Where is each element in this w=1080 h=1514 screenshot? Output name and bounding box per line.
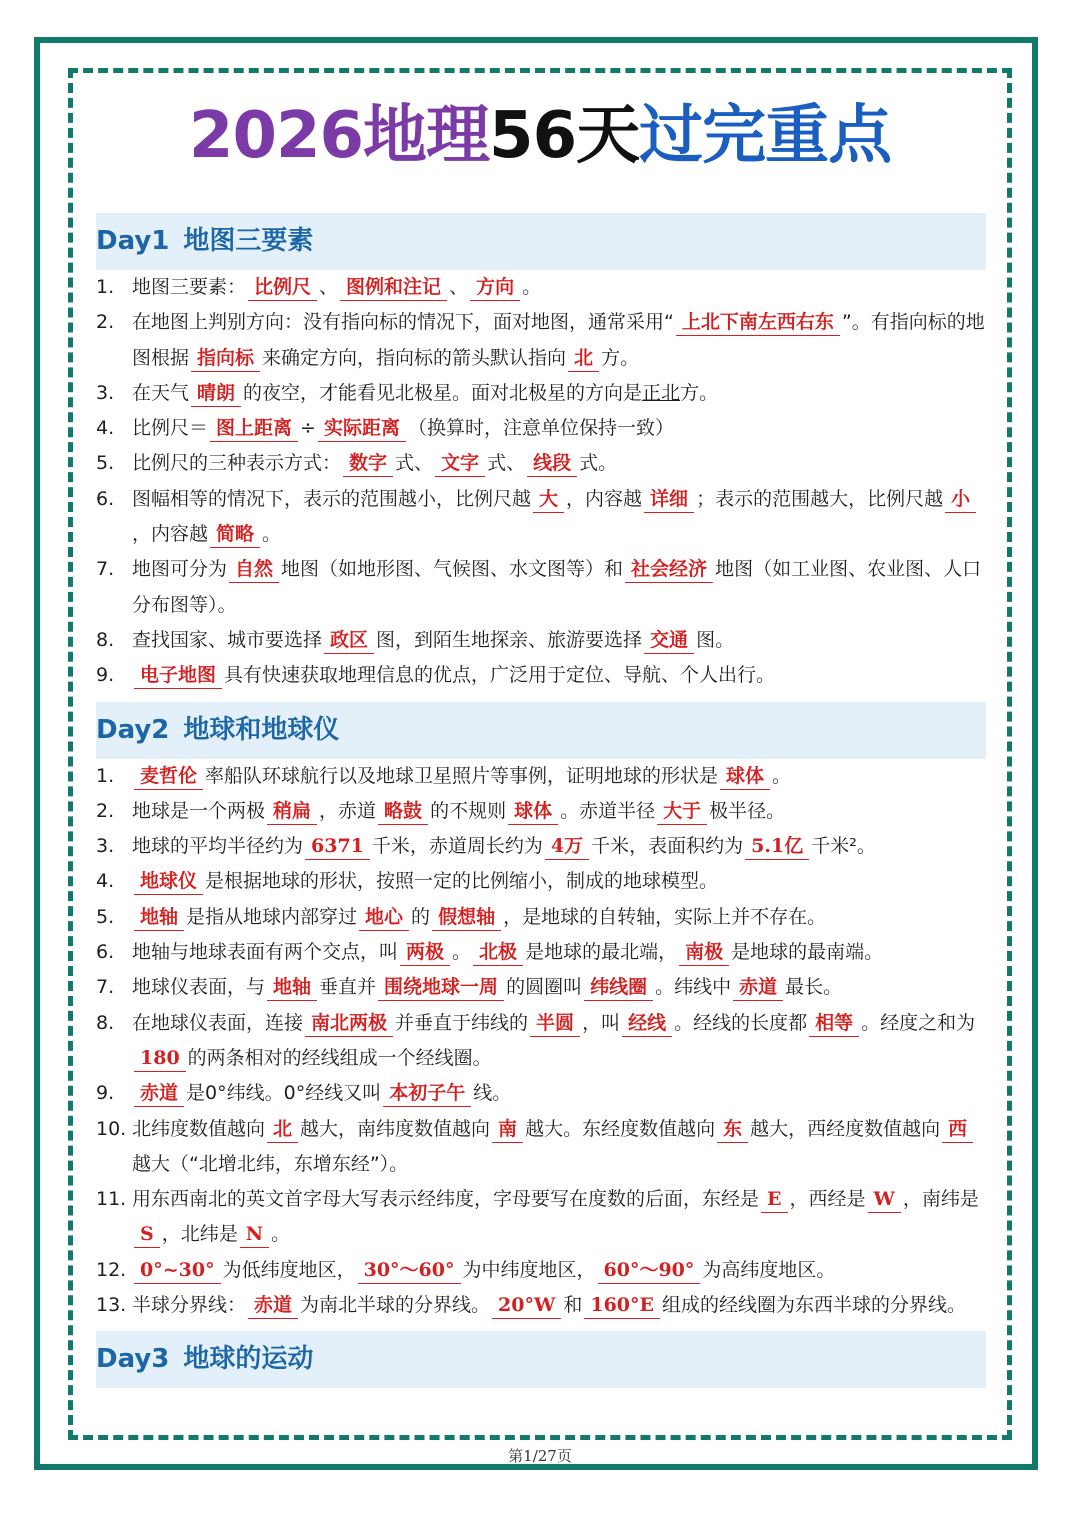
item-number: 2. [96,311,115,334]
fill-in-answer: 6371 [305,833,370,860]
item-text: 。 [522,276,542,298]
item-text: 为低纬度地区， [222,1258,356,1281]
item-number: 3. [96,381,115,404]
item-number: 8. [96,628,115,651]
item-text: ，北纬是 [161,1223,238,1246]
fill-in-answer: 160°E [584,1292,660,1319]
list-item [96,1112,986,1183]
list-item [96,1182,986,1253]
item-text: 是根据地球的形状，按照一定的比例缩小，制成的地球模型。 [205,870,719,893]
fill-in-answer: 纬线圈 [584,974,653,1001]
fill-in-answer: 西 [942,1116,973,1143]
item-number: 11. [96,1188,127,1211]
item-text: 越大，南纬度数值越向 [300,1117,491,1140]
fill-in-answer: 围绕地球一周 [378,974,504,1001]
item-text: 千米，赤道周长约为 [371,835,543,858]
item-text: 。 [262,523,282,546]
item-text: 具有快速获取地理信息的优点，广泛用于定位、导航、个人出行。 [224,664,776,687]
item-text: 。 [271,1223,291,1246]
item-text: 的夜空，才能看见北极星。面对北极星的方向是 [243,381,643,404]
day1-heading [96,213,986,270]
day1-title: 地图三要素 [183,226,314,256]
list-item [96,658,986,693]
item-number: 9. [96,664,115,687]
item-text: ”。有指向标的地图根据 [132,311,985,369]
list-item [96,1076,986,1111]
fill-in-answer: 自然 [229,556,279,583]
item-text: （换算时，注意单位保持一致） [407,417,674,440]
list-item [96,270,986,305]
item-number: 1. [96,764,115,787]
list-item [96,482,986,553]
fill-in-answer: 晴朗 [191,380,241,407]
fill-in-answer: N [240,1221,269,1248]
day2-label: Day2 [96,714,170,745]
item-text: ，是地球的自转轴，实际上并不存在。 [503,905,827,928]
fill-in-answer: 球体 [720,763,770,790]
item-text: ，叫 [582,1011,621,1034]
item-number: 7. [96,976,115,999]
item-text: 方。 [601,346,640,369]
item-number: 12. [96,1258,127,1281]
item-number: 2. [96,799,115,822]
item-number: 9. [96,1082,115,1105]
fill-in-answer: 赤道 [248,1292,298,1319]
item-text: 越大。东经度数值越向 [525,1117,716,1140]
fill-in-answer: 比例尺 [248,274,317,301]
fill-in-answer: 简略 [210,521,260,548]
item-text: 垂直并 [319,976,377,999]
fill-in-answer: 60°～90° [598,1257,701,1284]
day1-label: Day1 [96,226,170,256]
fill-in-answer: 0°~30° [134,1257,221,1284]
item-text: 方。 [680,381,719,404]
item-text: 、 [449,276,469,298]
list-item [96,1006,986,1077]
item-text: 最长。 [785,976,843,999]
item-text: 在地球仪表面，连接 [132,1011,304,1034]
list-item [96,376,986,411]
item-text: 地球仪表面，与 [132,976,266,999]
list-item [96,1288,986,1323]
item-text: 的不规则 [430,799,507,822]
item-number: 4. [96,870,115,893]
item-text: 越大，西经度数值越向 [750,1117,941,1140]
item-text: 是地球的最南端。 [731,941,884,964]
item-text: ，西经是 [789,1188,866,1211]
fill-in-answer: 小 [945,486,976,513]
list-item [96,1253,986,1288]
fill-in-answer: 地轴 [267,974,317,1001]
list-item [96,552,986,623]
item-text: 用东西南北的英文首字母大写表示经纬度，字母要写在度数的后面，东经是 [132,1188,760,1211]
item-text: 图幅相等的情况下，表示的范围越小，比例尺越 [132,487,532,510]
list-item [96,411,986,446]
day3-title: 地球的运动 [183,1344,314,1375]
fill-in-answer: 5.1亿 [745,833,809,860]
list-item [96,623,986,658]
fill-in-answer: 稍扁 [267,798,317,825]
page-number: 第1/27页 [508,1447,572,1465]
item-number: 10. [96,1117,127,1140]
day2-title: 地球和地球仪 [183,714,340,745]
item-number: 6. [96,941,115,964]
item-text: 地轴与地球表面有两个交点，叫 [132,941,399,964]
fill-in-answer: 交通 [644,627,694,654]
item-text: 千米²。 [811,835,876,858]
item-text: 。 [772,764,792,787]
list-item [96,864,986,899]
fill-in-answer: 南北两极 [305,1010,393,1037]
fill-in-answer: 经线 [622,1010,672,1037]
item-number: 3. [96,835,115,858]
item-text: 的圆圈叫 [506,976,583,999]
item-text: 来确定方向，指向标的箭头默认指向 [262,346,567,369]
fill-in-answer: 北极 [473,939,523,966]
fill-in-answer: 南 [492,1116,523,1143]
fill-in-answer: 东 [717,1116,748,1143]
fill-in-answer: 详细 [644,486,694,513]
item-number: 7. [96,558,115,581]
fill-in-answer: 赤道 [134,1080,184,1107]
item-text: 线。 [473,1082,512,1105]
list-item [96,305,986,376]
fill-in-answer: 地球仪 [134,868,203,895]
fill-in-answer: 社会经济 [625,556,713,583]
day1-list [96,270,986,694]
fill-in-answer: 南极 [679,939,729,966]
item-text: 率船队环球航行以及地球卫星照片等事例，证明地球的形状是 [205,764,719,787]
item-text: 是指从地球内部穿过 [186,905,358,928]
fill-in-answer: 北 [267,1116,298,1143]
item-text: 在天气 [132,381,190,404]
item-text: 比例尺的三种表示方式： [132,452,342,475]
list-item [96,794,986,829]
item-text: 是0°纬线。0°经线又叫 [186,1082,382,1105]
item-text: 和 [563,1294,583,1317]
item-text: 。 [452,941,472,964]
item-text: 式、 [487,452,526,475]
day2-heading [96,702,986,759]
day2-list [96,759,986,1324]
fill-in-answer: 球体 [508,798,558,825]
item-text: 组成的经线圈为东西半球的分界线。 [662,1294,967,1317]
fill-in-answer: 图例和注记 [340,274,447,301]
item-number: 13. [96,1294,127,1317]
fill-in-answer: 线段 [527,450,577,477]
fill-in-answer: 30°～60° [358,1257,461,1284]
item-text: 。经线的长度都 [674,1011,808,1034]
item-text: 在地图上判别方向：没有指向标的情况下，面对地图，通常采用“ [132,311,674,334]
item-text: 地球的平均半径约为 [132,835,304,858]
fill-in-answer: 大于 [657,798,707,825]
item-number: 4. [96,417,115,440]
item-text: 北纬度数值越向 [132,1117,266,1140]
item-text: 的 [411,905,431,928]
fill-in-answer: 假想轴 [432,904,501,931]
item-text: ，赤道 [319,799,377,822]
item-text: 极半径。 [709,799,786,822]
fill-in-answer: 4万 [545,833,589,860]
item-text: 查找国家、城市要选择 [132,628,323,651]
page-title [0,96,1080,176]
item-text: 地图（如地形图、气候图、水文图等）和 [281,558,624,581]
fill-in-answer: 大 [533,486,564,513]
item-text: ；表示的范围越大，比例尺越 [696,487,944,510]
item-text: 。赤道半径 [560,799,656,822]
fill-in-answer: 电子地图 [134,662,222,689]
fill-in-answer: 图上距离 [210,415,298,442]
item-text: 为高纬度地区。 [702,1258,836,1281]
item-text: ÷ [300,417,316,440]
fill-in-answer: 地轴 [134,904,184,931]
list-item [96,970,986,1005]
item-text: 越大（“北增北纬，东增东经”）。 [132,1152,409,1175]
fill-in-answer: 相等 [809,1010,859,1037]
title-part-2: 56天 [489,99,640,173]
fill-in-answer: 半圆 [530,1010,580,1037]
title-part-1: 2026地理 [188,99,490,173]
content-area [96,213,986,1388]
item-text: 的两条相对的经线组成一个经线圈。 [187,1046,492,1069]
fill-in-answer: W [868,1186,901,1213]
item-text: 比例尺＝ [132,417,209,440]
fill-in-answer: 实际距离 [318,415,406,442]
item-text: 式、 [395,452,434,475]
item-number: 6. [96,487,115,510]
underlined-answer: 正北 [642,381,681,404]
item-text: 半球分界线： [132,1294,247,1317]
fill-in-answer: E [761,1186,787,1213]
item-text: 地球是一个两极 [132,799,266,822]
fill-in-answer: 本初子午 [383,1080,471,1107]
fill-in-answer: 文字 [435,450,485,477]
fill-in-answer: 北 [568,345,599,372]
list-item [96,900,986,935]
fill-in-answer: 略鼓 [378,798,428,825]
fill-in-answer: 方向 [470,274,520,301]
fill-in-answer: S [134,1221,160,1248]
list-item [96,446,986,481]
item-text: ，内容越 [566,487,643,510]
day3-label: Day3 [96,1344,170,1375]
fill-in-answer: 赤道 [733,974,783,1001]
item-number: 5. [96,905,115,928]
list-item [96,829,986,864]
fill-in-answer: 指向标 [191,345,260,372]
item-text: 地图三要素： [132,276,247,298]
list-item [96,935,986,970]
item-text: 。纬线中 [655,976,732,999]
item-number: 1. [96,276,115,298]
fill-in-answer: 上北下南左西右东 [676,309,840,336]
list-item [96,759,986,794]
fill-in-answer: 数字 [343,450,393,477]
item-text: 图，到陌生地探亲、旅游要选择 [376,628,643,651]
item-text: 、 [319,276,339,298]
fill-in-answer: 地心 [359,904,409,931]
item-text: 地图（如工业图、农业图、人口分布图等）。 [132,558,982,616]
item-text: 是地球的最北端， [525,941,678,964]
item-number: 5. [96,452,115,475]
item-text: ，内容越 [132,523,209,546]
item-text: 为中纬度地区， [462,1258,596,1281]
item-text: 并垂直于纬线的 [395,1011,529,1034]
item-text: 千米，表面积约为 [591,835,744,858]
item-text: 图。 [696,628,735,651]
day3-heading [96,1331,986,1388]
fill-in-answer: 两极 [400,939,450,966]
fill-in-answer: 20°W [492,1292,561,1319]
item-text: 。经度之和为 [861,1011,976,1034]
title-part-3: 过完重点 [639,99,892,173]
item-text: ，南纬是 [902,1188,979,1211]
item-text: 为南北半球的分界线。 [300,1294,491,1317]
item-text: 地图可分为 [132,558,228,581]
fill-in-answer: 麦哲伦 [134,763,203,790]
fill-in-answer: 政区 [324,627,374,654]
item-number: 8. [96,1011,115,1034]
fill-in-answer: 180 [134,1045,186,1072]
item-text: 式。 [579,452,618,475]
